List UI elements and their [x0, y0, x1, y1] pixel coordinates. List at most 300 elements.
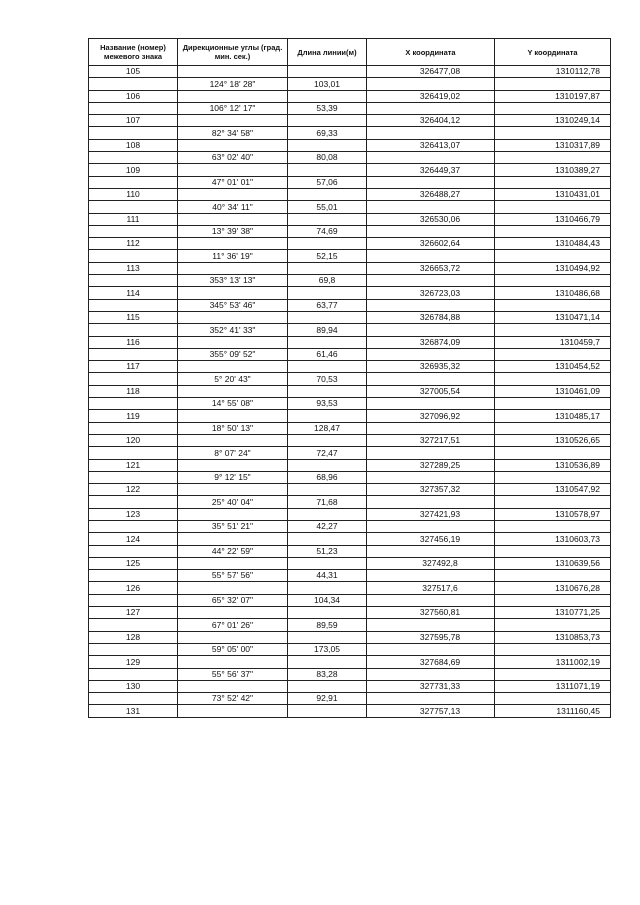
marker-row [89, 410, 611, 422]
x-coordinate-cell [367, 496, 495, 508]
marker-row [89, 115, 611, 127]
line-length-cell [288, 631, 367, 643]
direction-angle-cell [178, 631, 288, 643]
x-coordinate-cell: 326477,08 [367, 66, 495, 78]
direction-angle-cell: 11° 36' 19" [178, 250, 288, 262]
direction-angle-cell [178, 557, 288, 569]
y-coordinate-cell: 1310578,97 [495, 508, 611, 520]
line-length-cell: 63,77 [288, 299, 367, 311]
y-coordinate-cell [495, 545, 611, 557]
marker-row [89, 508, 611, 520]
x-coordinate-cell [367, 570, 495, 582]
line-length-cell [288, 213, 367, 225]
line-length-cell: 74,69 [288, 225, 367, 237]
direction-angle-cell: 35° 51' 21" [178, 520, 288, 532]
direction-angle-cell [178, 607, 288, 619]
line-length-cell [288, 508, 367, 520]
direction-angle-cell [178, 238, 288, 250]
line-length-cell: 93,53 [288, 398, 367, 410]
direction-angle-cell [178, 361, 288, 373]
y-coordinate-cell: 1310853,73 [495, 631, 611, 643]
y-coordinate-cell [495, 225, 611, 237]
marker-name-cell [89, 225, 178, 237]
marker-name-cell [89, 78, 178, 90]
line-length-cell: 173,05 [288, 643, 367, 655]
direction-angle-cell: 67° 01' 26" [178, 619, 288, 631]
marker-name-cell: 124 [89, 533, 178, 545]
x-coordinate-cell: 327595,78 [367, 631, 495, 643]
x-coordinate-cell [367, 275, 495, 287]
direction-angle-cell: 345° 53' 46" [178, 299, 288, 311]
y-coordinate-cell [495, 643, 611, 655]
direction-angle-cell [178, 508, 288, 520]
marker-row [89, 188, 611, 200]
line-length-cell: 44,31 [288, 570, 367, 582]
marker-row [89, 631, 611, 643]
y-coordinate-cell: 1310494,92 [495, 262, 611, 274]
segment-row [89, 398, 611, 410]
direction-angle-cell: 353° 13' 13" [178, 275, 288, 287]
direction-angle-cell: 8° 07' 24" [178, 447, 288, 459]
marker-row [89, 705, 611, 717]
marker-name-cell: 108 [89, 139, 178, 151]
y-coordinate-cell: 1311071,19 [495, 680, 611, 692]
y-coordinate-cell: 1310771,25 [495, 607, 611, 619]
marker-name-cell [89, 693, 178, 705]
y-coordinate-cell [495, 201, 611, 213]
line-length-cell [288, 361, 367, 373]
direction-angle-cell [178, 680, 288, 692]
marker-name-cell [89, 471, 178, 483]
marker-row [89, 164, 611, 176]
y-coordinate-cell: 1310112,78 [495, 66, 611, 78]
x-coordinate-cell [367, 594, 495, 606]
direction-angle-cell [178, 90, 288, 102]
line-length-cell [288, 90, 367, 102]
y-coordinate-cell: 1310639,56 [495, 557, 611, 569]
direction-angle-cell: 63° 02' 40" [178, 152, 288, 164]
y-coordinate-cell [495, 619, 611, 631]
line-length-cell [288, 115, 367, 127]
x-coordinate-cell: 327684,69 [367, 656, 495, 668]
y-coordinate-cell [495, 102, 611, 114]
segment-row [89, 102, 611, 114]
y-coordinate-cell [495, 471, 611, 483]
y-coordinate-cell: 1310484,43 [495, 238, 611, 250]
segment-row [89, 496, 611, 508]
y-coordinate-cell: 1310389,27 [495, 164, 611, 176]
x-coordinate-cell [367, 668, 495, 680]
y-coordinate-cell: 1310249,14 [495, 115, 611, 127]
y-coordinate-cell [495, 496, 611, 508]
line-length-cell [288, 139, 367, 151]
direction-angle-cell [178, 311, 288, 323]
direction-angle-cell [178, 188, 288, 200]
x-coordinate-cell [367, 545, 495, 557]
marker-row [89, 238, 611, 250]
marker-name-cell: 117 [89, 361, 178, 373]
x-coordinate-cell: 326602,64 [367, 238, 495, 250]
line-length-cell [288, 66, 367, 78]
header-direction-angle: Дирекционные углы (град. мин. сек.) [178, 39, 288, 66]
marker-row [89, 434, 611, 446]
marker-name-cell [89, 643, 178, 655]
y-coordinate-cell: 1310485,17 [495, 410, 611, 422]
line-length-cell: 89,94 [288, 324, 367, 336]
marker-name-cell: 111 [89, 213, 178, 225]
line-length-cell: 55,01 [288, 201, 367, 213]
x-coordinate-cell: 326488,27 [367, 188, 495, 200]
marker-name-cell [89, 422, 178, 434]
y-coordinate-cell [495, 78, 611, 90]
y-coordinate-cell [495, 447, 611, 459]
marker-name-cell [89, 594, 178, 606]
x-coordinate-cell: 327005,54 [367, 385, 495, 397]
line-length-cell: 80,08 [288, 152, 367, 164]
y-coordinate-cell: 1310466,79 [495, 213, 611, 225]
x-coordinate-cell: 326413,07 [367, 139, 495, 151]
x-coordinate-cell: 327492,8 [367, 557, 495, 569]
direction-angle-cell: 355° 09' 52" [178, 348, 288, 360]
x-coordinate-cell [367, 643, 495, 655]
y-coordinate-cell: 1311002,19 [495, 656, 611, 668]
segment-row [89, 545, 611, 557]
marker-row [89, 607, 611, 619]
marker-name-cell [89, 324, 178, 336]
x-coordinate-cell [367, 348, 495, 360]
x-coordinate-cell: 326419,02 [367, 90, 495, 102]
line-length-cell [288, 557, 367, 569]
x-coordinate-cell: 327456,19 [367, 533, 495, 545]
direction-angle-cell: 14° 55' 08" [178, 398, 288, 410]
direction-angle-cell: 124° 18' 28" [178, 78, 288, 90]
line-length-cell [288, 410, 367, 422]
marker-row [89, 582, 611, 594]
direction-angle-cell: 40° 34' 11" [178, 201, 288, 213]
line-length-cell: 83,28 [288, 668, 367, 680]
coordinates-sheet [88, 38, 610, 718]
segment-row [89, 152, 611, 164]
line-length-cell: 51,23 [288, 545, 367, 557]
y-coordinate-cell [495, 594, 611, 606]
y-coordinate-cell [495, 176, 611, 188]
direction-angle-cell [178, 164, 288, 176]
marker-name-cell [89, 176, 178, 188]
x-coordinate-cell [367, 373, 495, 385]
line-length-cell: 68,96 [288, 471, 367, 483]
direction-angle-cell: 65° 32' 07" [178, 594, 288, 606]
marker-name-cell: 121 [89, 459, 178, 471]
y-coordinate-cell: 1310454,52 [495, 361, 611, 373]
marker-row [89, 262, 611, 274]
segment-row [89, 324, 611, 336]
segment-row [89, 299, 611, 311]
marker-name-cell [89, 250, 178, 262]
x-coordinate-cell [367, 398, 495, 410]
line-length-cell: 89,59 [288, 619, 367, 631]
segment-row [89, 348, 611, 360]
segment-row [89, 422, 611, 434]
direction-angle-cell [178, 484, 288, 496]
x-coordinate-cell [367, 225, 495, 237]
marker-row [89, 139, 611, 151]
x-coordinate-cell: 326449,37 [367, 164, 495, 176]
direction-angle-cell: 59° 05' 00" [178, 643, 288, 655]
marker-name-cell: 106 [89, 90, 178, 102]
line-length-cell [288, 188, 367, 200]
marker-row [89, 459, 611, 471]
marker-name-cell: 128 [89, 631, 178, 643]
marker-row [89, 557, 611, 569]
line-length-cell: 69,8 [288, 275, 367, 287]
y-coordinate-cell [495, 127, 611, 139]
x-coordinate-cell [367, 250, 495, 262]
y-coordinate-cell: 1310459,7 [495, 336, 611, 348]
marker-name-cell: 107 [89, 115, 178, 127]
x-coordinate-cell: 326530,06 [367, 213, 495, 225]
direction-angle-cell: 82° 34' 58" [178, 127, 288, 139]
y-coordinate-cell: 1310603,73 [495, 533, 611, 545]
x-coordinate-cell: 327217,51 [367, 434, 495, 446]
marker-row [89, 385, 611, 397]
segment-row [89, 373, 611, 385]
marker-name-cell: 123 [89, 508, 178, 520]
x-coordinate-cell: 326935,32 [367, 361, 495, 373]
line-length-cell [288, 607, 367, 619]
x-coordinate-cell [367, 127, 495, 139]
y-coordinate-cell [495, 668, 611, 680]
line-length-cell [288, 533, 367, 545]
y-coordinate-cell [495, 275, 611, 287]
segment-row [89, 201, 611, 213]
marker-name-cell: 125 [89, 557, 178, 569]
marker-row [89, 66, 611, 78]
marker-row [89, 680, 611, 692]
header-x-coordinate: X координата [367, 39, 495, 66]
direction-angle-cell: 55° 56' 37" [178, 668, 288, 680]
header-marker-name: Название (номер) межевого знака [89, 39, 178, 66]
marker-name-cell: 110 [89, 188, 178, 200]
marker-name-cell: 129 [89, 656, 178, 668]
table-header-row [89, 39, 611, 66]
y-coordinate-cell [495, 299, 611, 311]
marker-name-cell: 119 [89, 410, 178, 422]
marker-name-cell: 114 [89, 287, 178, 299]
x-coordinate-cell: 327421,93 [367, 508, 495, 520]
marker-name-cell [89, 520, 178, 532]
marker-row [89, 656, 611, 668]
line-length-cell [288, 656, 367, 668]
marker-name-cell [89, 545, 178, 557]
line-length-cell [288, 484, 367, 496]
marker-row [89, 336, 611, 348]
x-coordinate-cell: 326653,72 [367, 262, 495, 274]
x-coordinate-cell [367, 619, 495, 631]
direction-angle-cell [178, 336, 288, 348]
x-coordinate-cell [367, 520, 495, 532]
line-length-cell: 69,33 [288, 127, 367, 139]
segment-row [89, 594, 611, 606]
y-coordinate-cell: 1310547,92 [495, 484, 611, 496]
x-coordinate-cell [367, 299, 495, 311]
x-coordinate-cell: 327757,13 [367, 705, 495, 717]
line-length-cell [288, 262, 367, 274]
line-length-cell: 42,27 [288, 520, 367, 532]
x-coordinate-cell [367, 176, 495, 188]
y-coordinate-cell: 1310526,65 [495, 434, 611, 446]
segment-row [89, 471, 611, 483]
segment-row [89, 275, 611, 287]
y-coordinate-cell [495, 422, 611, 434]
y-coordinate-cell: 1310676,28 [495, 582, 611, 594]
line-length-cell [288, 287, 367, 299]
marker-name-cell [89, 102, 178, 114]
x-coordinate-cell [367, 471, 495, 483]
marker-name-cell [89, 570, 178, 582]
line-length-cell: 71,68 [288, 496, 367, 508]
x-coordinate-cell [367, 422, 495, 434]
marker-name-cell: 127 [89, 607, 178, 619]
y-coordinate-cell [495, 398, 611, 410]
marker-name-cell: 115 [89, 311, 178, 323]
line-length-cell: 72,47 [288, 447, 367, 459]
direction-angle-cell [178, 434, 288, 446]
direction-angle-cell [178, 533, 288, 545]
marker-name-cell [89, 127, 178, 139]
segment-row [89, 643, 611, 655]
segment-row [89, 447, 611, 459]
marker-name-cell: 113 [89, 262, 178, 274]
y-coordinate-cell: 1310431,01 [495, 188, 611, 200]
marker-row [89, 361, 611, 373]
marker-name-cell: 112 [89, 238, 178, 250]
marker-name-cell [89, 201, 178, 213]
header-y-coordinate: Y координата [495, 39, 611, 66]
y-coordinate-cell [495, 324, 611, 336]
line-length-cell: 70,53 [288, 373, 367, 385]
line-length-cell: 92,91 [288, 693, 367, 705]
y-coordinate-cell [495, 373, 611, 385]
direction-angle-cell [178, 213, 288, 225]
direction-angle-cell [178, 582, 288, 594]
boundary-coordinates-table [88, 38, 611, 718]
y-coordinate-cell [495, 348, 611, 360]
marker-name-cell [89, 496, 178, 508]
line-length-cell: 57,06 [288, 176, 367, 188]
y-coordinate-cell [495, 152, 611, 164]
x-coordinate-cell: 327096,92 [367, 410, 495, 422]
x-coordinate-cell [367, 693, 495, 705]
line-length-cell: 128,47 [288, 422, 367, 434]
y-coordinate-cell: 1310486,68 [495, 287, 611, 299]
direction-angle-cell: 5° 20' 43" [178, 373, 288, 385]
marker-row [89, 90, 611, 102]
line-length-cell: 103,01 [288, 78, 367, 90]
y-coordinate-cell: 1311160,45 [495, 705, 611, 717]
direction-angle-cell [178, 262, 288, 274]
segment-row [89, 127, 611, 139]
table-body [89, 66, 611, 718]
x-coordinate-cell: 327357,32 [367, 484, 495, 496]
direction-angle-cell: 73° 52' 42" [178, 693, 288, 705]
segment-row [89, 78, 611, 90]
segment-row [89, 250, 611, 262]
marker-name-cell: 118 [89, 385, 178, 397]
y-coordinate-cell [495, 250, 611, 262]
marker-name-cell: 109 [89, 164, 178, 176]
direction-angle-cell [178, 410, 288, 422]
x-coordinate-cell: 326723,03 [367, 287, 495, 299]
x-coordinate-cell [367, 447, 495, 459]
y-coordinate-cell [495, 570, 611, 582]
x-coordinate-cell: 326404,12 [367, 115, 495, 127]
y-coordinate-cell [495, 693, 611, 705]
direction-angle-cell [178, 66, 288, 78]
line-length-cell [288, 238, 367, 250]
direction-angle-cell [178, 115, 288, 127]
marker-name-cell [89, 275, 178, 287]
line-length-cell: 61,46 [288, 348, 367, 360]
x-coordinate-cell: 327517,6 [367, 582, 495, 594]
direction-angle-cell [178, 385, 288, 397]
x-coordinate-cell: 326874,09 [367, 336, 495, 348]
line-length-cell [288, 705, 367, 717]
x-coordinate-cell: 326784,88 [367, 311, 495, 323]
x-coordinate-cell [367, 78, 495, 90]
direction-angle-cell: 47° 01' 01" [178, 176, 288, 188]
marker-row [89, 311, 611, 323]
direction-angle-cell: 44° 22' 59" [178, 545, 288, 557]
marker-name-cell [89, 398, 178, 410]
line-length-cell: 53,39 [288, 102, 367, 114]
marker-name-cell [89, 668, 178, 680]
marker-name-cell [89, 373, 178, 385]
segment-row [89, 668, 611, 680]
segment-row [89, 225, 611, 237]
segment-row [89, 520, 611, 532]
line-length-cell: 104,34 [288, 594, 367, 606]
line-length-cell [288, 459, 367, 471]
direction-angle-cell [178, 656, 288, 668]
line-length-cell [288, 336, 367, 348]
marker-name-cell: 131 [89, 705, 178, 717]
marker-name-cell [89, 447, 178, 459]
marker-row [89, 484, 611, 496]
x-coordinate-cell: 327560,81 [367, 607, 495, 619]
direction-angle-cell: 25° 40' 04" [178, 496, 288, 508]
direction-angle-cell [178, 459, 288, 471]
direction-angle-cell [178, 287, 288, 299]
x-coordinate-cell: 327731,33 [367, 680, 495, 692]
marker-row [89, 213, 611, 225]
line-length-cell: 52,15 [288, 250, 367, 262]
marker-name-cell: 122 [89, 484, 178, 496]
x-coordinate-cell [367, 102, 495, 114]
marker-name-cell [89, 619, 178, 631]
segment-row [89, 570, 611, 582]
direction-angle-cell: 13° 39' 38" [178, 225, 288, 237]
line-length-cell [288, 385, 367, 397]
x-coordinate-cell [367, 201, 495, 213]
x-coordinate-cell [367, 324, 495, 336]
y-coordinate-cell: 1310536,89 [495, 459, 611, 471]
marker-name-cell [89, 299, 178, 311]
marker-name-cell [89, 348, 178, 360]
marker-name-cell: 126 [89, 582, 178, 594]
y-coordinate-cell: 1310471,14 [495, 311, 611, 323]
direction-angle-cell: 9° 12' 15" [178, 471, 288, 483]
y-coordinate-cell: 1310317,89 [495, 139, 611, 151]
